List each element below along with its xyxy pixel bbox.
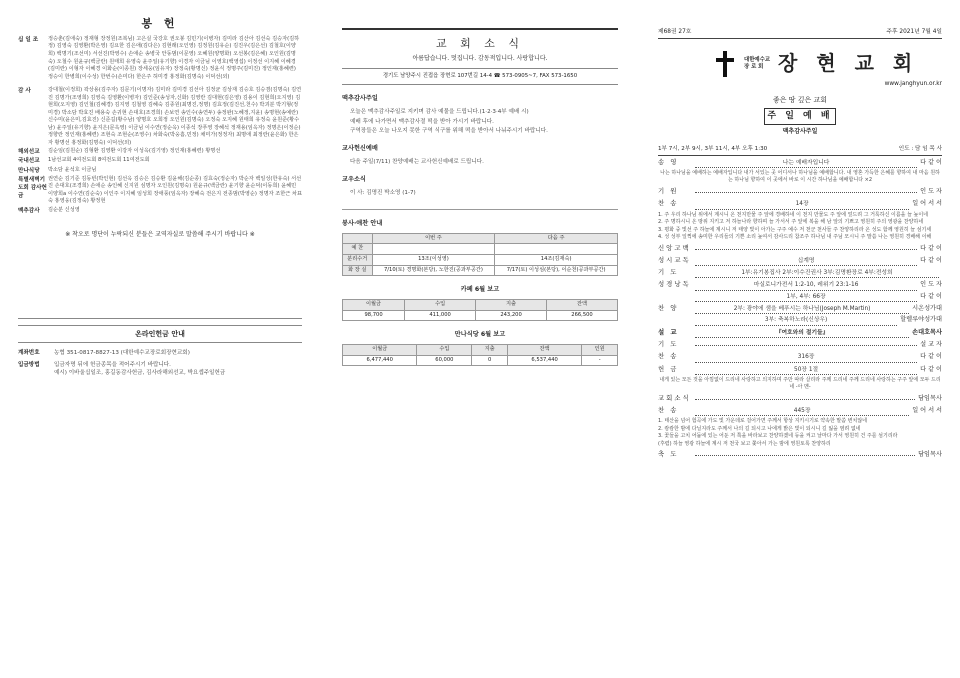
omission-note: ※ 착오로 명단이 누락되신 분들은 교역자실로 말씀해 주시기 바랍니다 ※ <box>65 230 255 238</box>
order-label: 기 원 <box>658 187 679 196</box>
church-motto: 좋은 땅 깊은 교회 <box>772 95 827 104</box>
manna-value: 6,477,440 <box>343 355 417 366</box>
servers-next-week: 7/17(토) 이성심(본당), 이순천(공과부공간) <box>495 265 618 276</box>
servers-this-week <box>372 244 495 255</box>
order-content <box>695 399 915 400</box>
dedication-row <box>18 207 302 215</box>
manna-report-table <box>342 344 618 366</box>
hymn-verse: 1. 주 우리 하나님 위에서 계시니 온 천지만물 주 앞에 경배하네 이 천지 만물도 주 앞에 엎드려 그 거룩하신 이름을 늘 높이네 <box>658 211 928 218</box>
order-person: 다 같 이 <box>920 256 942 264</box>
order-person: 다 같 이 <box>920 365 942 373</box>
account-label: 계좌번호 <box>18 349 40 356</box>
order-item <box>658 304 942 314</box>
order-item <box>658 256 942 266</box>
order-person: 다 같 이 <box>920 158 942 166</box>
account-row <box>18 349 302 357</box>
manna-value: 6,537,440 <box>507 355 581 366</box>
order-person: 담임목사 <box>918 395 942 403</box>
order-item <box>658 450 942 460</box>
dedication-title: 봉 헌 <box>141 17 179 30</box>
order-label: 찬 양 <box>658 304 679 313</box>
servers-title: 봉사·애찬 안내 <box>342 219 383 227</box>
manna-report-title: 만나식당 6월 보고 <box>454 331 506 339</box>
dedication-row <box>18 87 302 147</box>
cafe-header: 잔액 <box>547 300 618 311</box>
order-content: 50장 1절 <box>695 366 917 375</box>
cafe-value: 98,700 <box>343 310 405 321</box>
dedication-row <box>18 167 302 175</box>
servers-header: 다음 주 <box>495 233 618 244</box>
dedication-label: 특별새벽기도회 감사헌금 <box>18 176 47 199</box>
manna-header: 잔액 <box>507 345 581 356</box>
cafe-header: 지출 <box>476 300 547 311</box>
servers-row-label: 예 찬 <box>343 244 373 255</box>
order-label: 신앙고백 <box>658 243 691 252</box>
servers-next-week <box>495 244 618 255</box>
church-logo <box>658 49 942 78</box>
order-label: 성경낭독 <box>658 280 691 289</box>
issue-number: 제68권 27호 <box>658 29 692 35</box>
dedication-list <box>18 36 302 215</box>
order-item <box>658 293 942 302</box>
order-label: 헌 금 <box>658 364 679 373</box>
table-row <box>343 265 618 276</box>
servers-this-week: 13조(이성영) <box>372 255 495 266</box>
church-url[interactable]: www.janghyun.or.kr <box>884 81 942 88</box>
order-content: 316장 <box>695 353 917 362</box>
order-person: 다 같 이 <box>920 353 942 361</box>
order-item <box>658 328 942 338</box>
order-item <box>658 158 942 168</box>
table-row <box>343 255 618 266</box>
dedication-label: 해외선교 <box>18 149 40 156</box>
method-text <box>54 361 302 377</box>
method-instruction: 입금자명 뒤에 헌금종목을 적어주시기 바랍니다. <box>54 361 171 368</box>
order-person: 인 도 자 <box>920 281 942 289</box>
online-offering-title: 온라인헌금 안내 <box>18 325 302 343</box>
servers-header <box>343 233 373 244</box>
news-section-title: 맥추감사주일 <box>342 95 378 103</box>
hymn-verse: 2. 캄캄한 밤에 다닐지라도 주께서 나의 길 되시고 나에게 밝은 빛이 되시니 길 잃을 염려 없네 <box>658 425 861 432</box>
order-item <box>658 244 942 254</box>
hymn-lyrics: 내게 있는 모든 것을 아낌없이 드리네 사랑하고 의지하며 주만 따라 살리라 주께 드리네 주께 드리네 사랑하는 구주 앞에 모두 드리네 -아 멘- <box>659 377 941 391</box>
news-title: 교 회 소 식 <box>342 28 618 52</box>
news-section-body <box>342 158 618 166</box>
order-label: 찬 송 <box>658 406 679 414</box>
manna-value: - <box>582 355 618 366</box>
order-item <box>658 199 942 209</box>
order-content: 14장 <box>695 200 909 209</box>
order-item <box>658 268 942 278</box>
dedication-row <box>18 148 302 156</box>
hymn-lyrics: 나는 하나님을 예배하는 예배자입니다 내가 서있는 곳 어디서나 하나님을 예배합니다. 내 영혼 가득한 은혜를 향하여 내 마음 원하는 하나님 향하여 이 곳에서 바로 이 시간 하나님을 예배합니다 ×2 <box>660 170 940 184</box>
manna-value: 0 <box>472 355 508 366</box>
issue-date: 주후 2021년 7월 4일 <box>886 29 942 35</box>
dedication-names: 김순분 신성영 <box>48 206 80 213</box>
order-label: 찬 송 <box>658 199 679 208</box>
order-of-worship <box>658 158 942 461</box>
order-content: 마실로니가전서 1:2-10, 레위기 23:1-16 <box>695 281 917 290</box>
hymn-verse: 3. 꽃들을 고치 어둡에 있는 어둔 저 쪽을 바라보고 찬양하겠네 등을 켜고 날마다 가서 영원히 건 주를 섬기리라 <box>658 433 898 440</box>
news-column <box>320 0 640 678</box>
hymn-verse: 4. 성 성부 일찍에 송미한 우리들의 기쁜 소리 높여서 감사드리 참조주 하나님 내 주님 모시니 주 말씀 나는 영원히 경배해 이해 <box>658 234 932 241</box>
dedication-names: 권연순 김기준 김동빈(박인현) 김선옥 김승은 김승환 김윤해(김순종) 김효숙(정순자) 박순자 백일성(한유숙) 서선진 손대호(조경희) 손애순 송인혜 신지원 심명자 오인원(김명숙) 원윤규(백금란) 윤기향 윤순덕(이동희) 윤혜민 이양희a 이수연(김순숙) 이인주 이지혜 임성희 장애풍(임옥자) 장혜숙 전은지 전종범(박영순) 정명자 조한근 차표숙 홍영웅(김정숙) 황정현 <box>48 175 302 205</box>
news-section-body <box>342 108 618 134</box>
order-label: 기 도 <box>658 340 679 349</box>
hymn-verse: 1. 태산을 넘어 험곡에 가도 빛 가운데로 걸어가면 주께서 항상 지키시기로 약속한 말씀 변치않네 <box>658 418 867 425</box>
order-item <box>658 394 942 404</box>
dedication-names: 박소담 윤석호 이금님 <box>48 166 97 173</box>
denomination-line1: 대한예수교 <box>744 57 771 64</box>
order-content <box>695 249 917 250</box>
cafe-value: 243,200 <box>476 310 547 321</box>
dedication-label: 맥추감사 <box>18 207 40 214</box>
order-label: 찬 송 <box>658 352 679 361</box>
cafe-report-title: 카페 6월 보고 <box>460 286 500 294</box>
church-address: 경기도 남양주시 진접읍 장현로 107번길 14-4 ☎ 573-0905~7, FAX 573-1650 <box>342 68 618 86</box>
news-section-body <box>342 189 618 197</box>
dedication-row <box>18 36 302 81</box>
order-person: 담임목사 <box>918 451 942 459</box>
hymn-verse: 3. 평화 중 빛선 주 하늘에 계시니 저 태양 빛이 아가는 구주 예수 저 천군 천사들 주 찬양하리라 온 성도 함께 영원히 늘 섬기세 <box>658 226 932 233</box>
order-person: 손대호목사 <box>912 328 942 336</box>
order-content: 445장 <box>695 407 909 416</box>
hymn-verses <box>658 418 942 448</box>
servers-this-week: 7/10(토) 경명화(본당), 노한진(공과부공간) <box>372 265 495 276</box>
servers-row-label: 화 장 실 <box>343 265 373 276</box>
order-person: 할렐루야성가대 <box>900 316 942 324</box>
order-item <box>658 365 942 375</box>
order-content <box>695 192 917 193</box>
dedication-label: 국내선교 <box>18 158 40 165</box>
servers-row-label: 분리수거 <box>343 255 373 266</box>
service-schedule: 1부 7시, 2부 9시, 3부 11시, 4부 오후 1:30 <box>658 145 768 152</box>
dedication-names: 정승춘(김애숙) 정재형 장정원(조복님) 고은실 국강호 권오봉 김민기(이병자) 김미라 김산아 김선숙 김승자(김하정) 김영숙 김영환(박은영) 김요한 김은애(김다은) 김현래(오인영) 김정원(김유순) 김진우(김은선) 김철호(이양희) 백명기(조선미) 서선진(박영수) 손애순 송병국 안동범(이문영) 오혜원(양명화) 오선봉(김은혜) 오인원(김명숙) 오철수 원윤규(백금란) 원태희 유영숙 윤주일(유기향) 이경자 이금님 이영호(백영섭) 이정선 이지혜 이혜경(김미란) 이형자 이혜경 이화순(이종원) 장세웅(임유자) 장정숙(황명신) 정윤식 정명주(김미진) 정인재(홍혜련) 정승이 한병희(이수성) 한번수(손미다) 한은주 허미경 홍정화(김명숙) 이덕선(외) <box>48 35 300 80</box>
order-person: 인 도 자 <box>920 188 942 196</box>
order-item <box>658 316 942 325</box>
hymn-verse: 2. 주 명하시니 온 땅위 지키고 저 하늘나라 향하며 늘 가서서 주 앞에 복을 해 남 앞의 기쁘고 영원히 주의 영광을 찬양하네 <box>658 219 924 226</box>
method-example: 예시) 이바울십일조, 홍길동감사헌금, 김사라해외선교, 박요셉주일헌금 <box>54 369 226 376</box>
issue-header <box>658 28 942 39</box>
dedication-row <box>18 157 302 165</box>
manna-value: 60,000 <box>417 355 472 366</box>
news-section-title: 교우소식 <box>342 175 366 183</box>
online-offering <box>18 318 302 377</box>
order-content <box>695 455 915 456</box>
account-number: 농협 351-0817-8827-13 (대한예수교장로회장현교회) <box>54 349 190 356</box>
order-label: 설 교 <box>658 327 679 336</box>
news-line: 이 사: 김명진 박소영 (1-7) <box>350 189 416 196</box>
cafe-header: 수입 <box>405 300 476 311</box>
news-line: 다음 주일(7/11) 찬양예배는 교사헌신예배로 드립니다. <box>350 158 484 165</box>
order-person: 설 교 자 <box>920 341 942 349</box>
hymn-verse: (후렴) 하늘 영광 하늘에 계시 저 천국 보고 쫓아서 가는 밤에 영원토록 찬양하리 <box>658 440 831 447</box>
order-content: 『여호와의 절기들』 <box>695 329 909 338</box>
dedication-label: 십 일 조 <box>18 36 39 43</box>
servers-header: 이번 주 <box>372 233 495 244</box>
servers-next-week: 14조(김재숙) <box>495 255 618 266</box>
dedication-label: 만나식당 <box>18 167 40 174</box>
order-content: 3부: 축복하노라(신상우) <box>695 316 897 325</box>
news-line: 구역장들은 오늘 나오지 못한 구역 식구를 위해 떡을 받아서 나눠주시기 바랍니다. <box>350 127 548 134</box>
cafe-value: 266,500 <box>547 310 618 321</box>
news-line: 오늘은 맥추감사주일로 지키며 감사 예물을 드립니다.(1·2·3·4부 예배 시) <box>350 109 529 116</box>
news-subtitle: 아름답습니다. 멋집니다. 감동적입니다. 사랑합니다. <box>412 54 548 62</box>
news-section-title: 교사헌신예배 <box>342 144 378 152</box>
worship-column <box>640 0 960 678</box>
dedication-names: 강대철(이정희) 곽상용(김주자) 김문기(이명자) 김미라 김미경 김선아 김정균 김상재 김승호 김승겸(김명숙) 김연진 김명가(조영희) 김영숙 김영환(이병자) 김인준(송성자,신화) 김영란 김대현(김은영) 김용이 김현희(오지영) 김현희(오지영) 김인철(김혜경) 김지영 김철영 김혜숙 김종원(최명진,정명) 김효정(김진선,천수) 박괴분 박기형(정미경) 박소담 박효진 배용숙 손귀현 손대호(조경희) 손보연 송인수(송연두) 송정완(노혜정,지윤) 송명현(송예란) 신수미(윤은미,김효진) 신준길(황수남) 양명호 오희정 오인원(김명숙) 오정숙 오지혜 원태희 유정숙 윤원준(황수남) 윤주일(유기향) 윤지은(문옥영) 이금님 이수연(정순옥) 이종석 장푸영 장혜석 정재용(임옥자) 정명은(이정순) 정향란 정인재(홍혜련) 조현숙 조현순(조영수) 차화숙(박웅흠,민정) 채미가(정정자) 최명애 최정란(윤은화) 한은자 황명선 홍정화(김명숙) 이덕선(외) <box>48 87 302 146</box>
manna-header: 지출 <box>472 345 508 356</box>
manna-header: 수입 <box>417 345 472 356</box>
order-person: 다 같 이 <box>920 292 942 300</box>
method-row <box>18 361 302 377</box>
method-label: 입금방법 <box>18 361 40 368</box>
service-title: 주 일 예 배 <box>764 108 836 125</box>
service-times <box>658 145 942 156</box>
order-label: 교회소식 <box>658 394 691 403</box>
table-row <box>343 244 618 255</box>
news-line: 예배 후에 나가면서 맥추감사절 떡을 받아 가시기 바랍니다. <box>350 118 494 125</box>
order-label: 송 영 <box>658 157 679 166</box>
order-label: 축 도 <box>658 450 679 459</box>
news-sections <box>342 95 618 197</box>
order-person: 시온성가대 <box>912 305 942 313</box>
dedication-label: 감 사 <box>18 88 31 95</box>
order-content: 십계명 <box>695 257 917 266</box>
order-item <box>658 187 942 197</box>
dedication-column <box>0 0 320 678</box>
denomination <box>744 57 770 70</box>
order-person: 일 어 서 서 <box>912 200 942 208</box>
cafe-report-table <box>342 299 618 321</box>
order-content <box>695 345 917 346</box>
order-item <box>658 340 942 350</box>
order-content: 나는 예배자입니다 <box>695 159 917 168</box>
cross-icon <box>714 51 736 77</box>
order-item <box>658 280 942 290</box>
dedication-names: 김순임(김원순) 김형환 김영환 이강자 이성옥(김기영) 정인재(홍혜련) 황명선 <box>48 148 221 155</box>
servers-table <box>342 233 618 276</box>
order-item <box>658 352 942 362</box>
cafe-header: 이월금 <box>343 300 405 311</box>
denomination-line2: 장 로 회 <box>744 63 764 70</box>
service-subtitle: 맥추감사주일 <box>782 127 818 135</box>
service-leader: 인도 : 담 임 목 사 <box>898 145 942 152</box>
order-content: 1부:유기봉집사 2부:이수진권사 3부:김명환장로 4부:전성희 <box>695 269 939 278</box>
manna-header: 인원 <box>582 345 618 356</box>
order-content: 2부: 광야에 샘을 베푸시는 하나님(Joseph M.Martin) <box>695 305 909 314</box>
order-person: 일 어 서 서 <box>912 407 942 414</box>
manna-header: 이월금 <box>343 345 417 356</box>
dedication-names: 1남선교회 4여전도회 8여전도회 11여전도회 <box>48 157 150 164</box>
order-item <box>658 406 942 416</box>
order-person: 다 같 이 <box>920 244 942 252</box>
order-label: 성시교독 <box>658 255 691 264</box>
order-label: 기 도 <box>658 267 679 276</box>
order-content: 1부, 4부: 66장 <box>695 293 917 302</box>
dedication-row <box>18 176 302 206</box>
church-name: 장 현 교 회 <box>778 51 919 76</box>
cafe-value: 411,000 <box>405 310 476 321</box>
hymn-verses <box>658 212 942 242</box>
